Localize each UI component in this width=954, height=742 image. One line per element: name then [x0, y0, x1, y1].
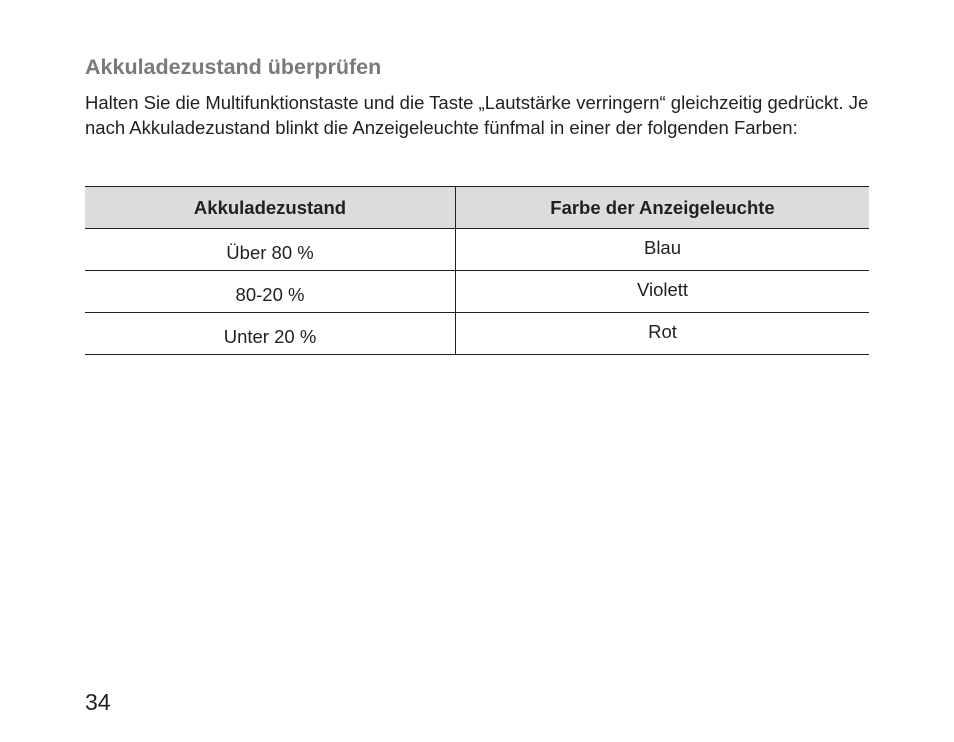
indicator-color-cell [456, 313, 870, 355]
table-row [85, 313, 869, 355]
section-title: Akkuladezustand überprüfen [85, 55, 382, 79]
indicator-color-cell [456, 229, 870, 271]
table-row [85, 271, 869, 313]
battery-level-cell [85, 313, 456, 355]
table-header [85, 187, 869, 229]
indicator-color-text: Blau [643, 236, 682, 258]
battery-level-text: Unter 20 % [223, 325, 317, 347]
battery-level-text: Über 80 % [226, 241, 314, 263]
battery-level-cell [85, 271, 456, 313]
header-indicator-color: Farbe der Anzeigeleuchte [456, 187, 870, 229]
indicator-color-text: Violett [636, 278, 689, 300]
table-row [85, 229, 869, 271]
indicator-color-cell [456, 271, 870, 313]
battery-level-text: 80-20 % [235, 283, 305, 305]
table-header-row [85, 187, 869, 229]
battery-status-table [85, 186, 869, 355]
battery-level-cell [85, 229, 456, 271]
indicator-color-text: Rot [648, 320, 677, 342]
intro-paragraph: Halten Sie die Multifunktionstaste und die Taste „Lautstärke verringern“ gleichzeitig gedrückt. Je nach Akkuladezustand blinkt die Anzeigeleuchte fünfmal in einer der folgenden Farben: [85, 92, 869, 138]
table-body [85, 229, 869, 355]
page-number: 34 [85, 689, 111, 715]
header-battery-level: Akkuladezustand [85, 187, 456, 229]
